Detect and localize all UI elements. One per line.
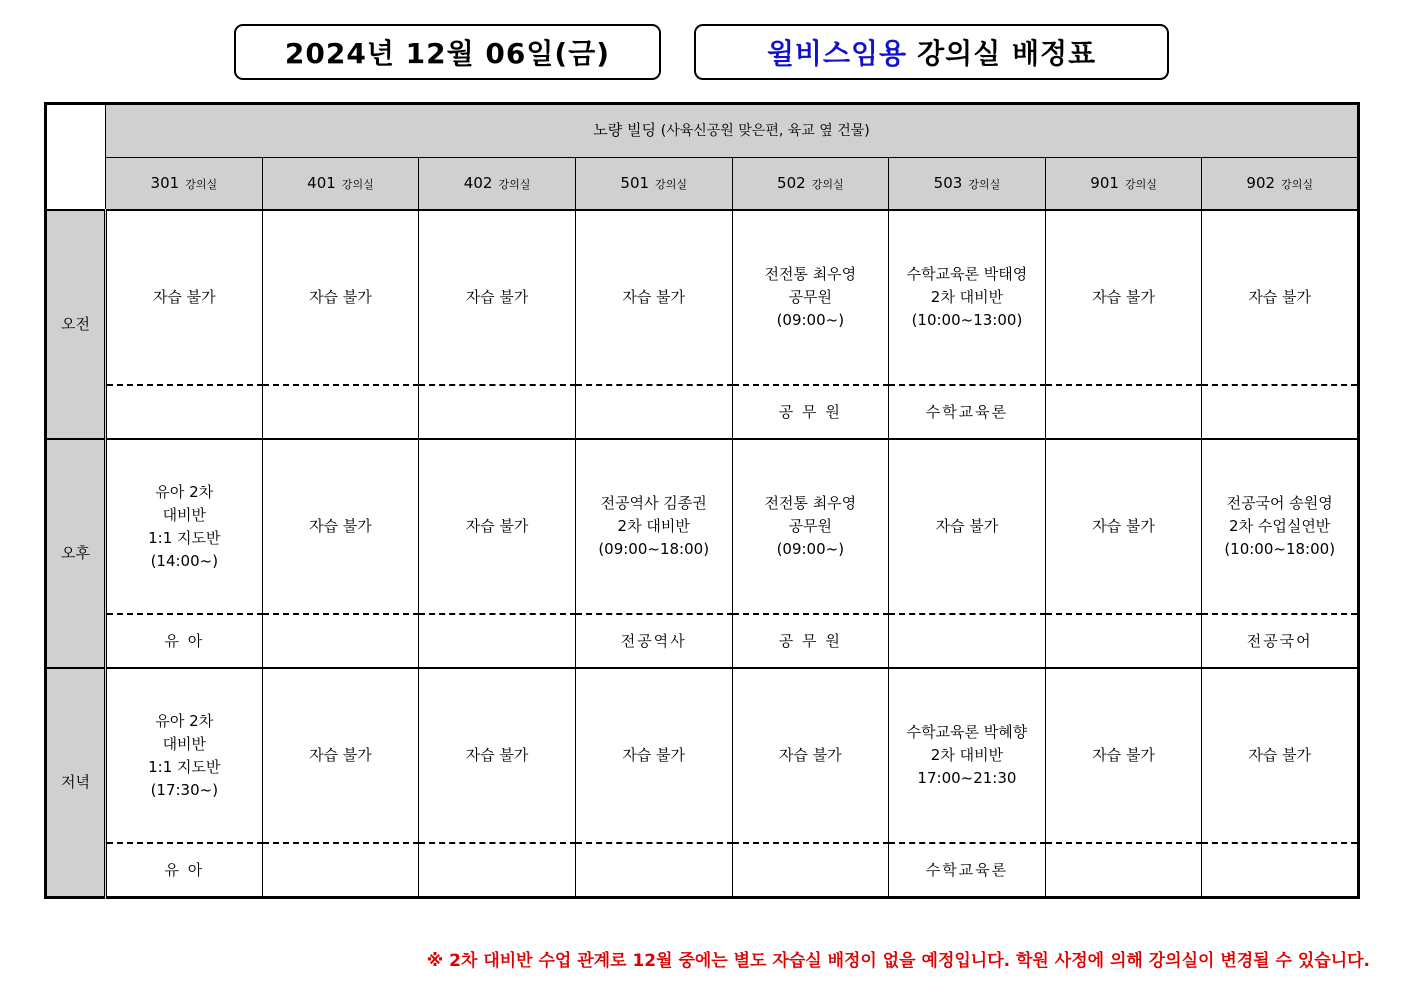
room-number: 901 — [1090, 173, 1119, 192]
building-header — [106, 104, 1359, 158]
schedule-cell-text: 수학교육론 박태영 2차 대비반 (10:00~13:00) — [906, 265, 1028, 329]
schedule-cell-text: 자습 불가 — [309, 746, 372, 764]
room-header — [732, 158, 889, 211]
subject-cell-text: 공 무 원 — [778, 402, 842, 421]
schedule-cell — [1202, 210, 1359, 385]
schedule-cell-text: 자습 불가 — [465, 746, 529, 764]
classroom-schedule-table — [44, 102, 1360, 899]
subject-cell — [419, 614, 576, 668]
subject-cell — [106, 385, 263, 439]
schedule-cell-text: 자습 불가 — [309, 288, 372, 306]
room-number: 501 — [620, 173, 650, 192]
room-number: 301 — [150, 173, 180, 192]
subject-cell — [262, 843, 419, 898]
subject-cell — [732, 385, 889, 439]
room-header — [1202, 158, 1359, 211]
schedule-cell — [106, 668, 263, 843]
schedule-cell — [419, 210, 576, 385]
room-header — [575, 158, 732, 211]
subject-cell — [1045, 843, 1202, 898]
subject-cell-text: 유 아 — [164, 631, 205, 650]
subject-cell-text: 수학교육론 — [925, 860, 1009, 879]
schedule-cell — [262, 668, 419, 843]
schedule-cell — [262, 439, 419, 614]
room-header — [889, 158, 1046, 211]
room-suffix: 강의실 — [498, 177, 531, 191]
corner-cell — [46, 104, 106, 211]
room-suffix: 강의실 — [1124, 177, 1157, 191]
schedule-cell-text: 자습 불가 — [1092, 746, 1155, 764]
subject-cell — [262, 614, 419, 668]
schedule-cell — [419, 439, 576, 614]
room-number: 502 — [777, 173, 806, 192]
period-label: 오후 — [46, 439, 106, 668]
subject-cell — [575, 385, 732, 439]
room-suffix: 강의실 — [655, 177, 687, 191]
schedule-cell — [1045, 210, 1202, 385]
building-name: 노량 빌딩 — [593, 121, 656, 139]
room-suffix: 강의실 — [185, 177, 218, 191]
room-suffix: 강의실 — [1281, 177, 1313, 191]
subject-cell-text: 유 아 — [164, 860, 205, 879]
subject-cell — [106, 614, 263, 668]
schedule-cell-text: 유아 2차 대비반 1:1 지도반 (17:30~) — [148, 711, 221, 799]
subject-cell — [419, 385, 576, 439]
schedule-cell — [106, 210, 263, 385]
schedule-cell — [575, 668, 732, 843]
schedule-cell — [575, 439, 732, 614]
room-suffix: 강의실 — [811, 177, 844, 191]
subject-cell-text: 수학교육론 — [925, 402, 1009, 421]
schedule-cell-text: 유아 2차 대비반 1:1 지도반 (14:00~) — [148, 482, 221, 570]
schedule-cell-text: 자습 불가 — [152, 288, 216, 306]
subject-cell — [106, 843, 263, 898]
schedule-cell-text: 자습 불가 — [1092, 288, 1155, 306]
subject-cell — [419, 843, 576, 898]
room-header — [262, 158, 419, 211]
schedule-cell — [575, 210, 732, 385]
date-text: 2024년 12월 06일(금) — [284, 37, 611, 70]
schedule-cell-text: 자습 불가 — [935, 517, 999, 535]
schedule-cell — [1202, 668, 1359, 843]
schedule-date — [234, 24, 661, 80]
schedule-cell-text: 전전통 최우영 공무원 (09:00~) — [764, 265, 857, 329]
schedule-cell-text: 자습 불가 — [465, 288, 529, 306]
room-number: 503 — [933, 173, 963, 192]
subject-cell — [1045, 614, 1202, 668]
period-label: 오전 — [46, 210, 106, 439]
schedule-cell-text: 전전통 최우영 공무원 (09:00~) — [764, 494, 857, 558]
schedule-cell — [732, 210, 889, 385]
schedule-cell-text: 수학교육론 박혜향 2차 대비반 17:00~21:30 — [906, 723, 1028, 787]
subject-cell — [262, 385, 419, 439]
subject-cell — [889, 614, 1046, 668]
schedule-cell — [732, 668, 889, 843]
subject-cell-text: 전공국어 — [1246, 631, 1313, 650]
schedule-cell — [1045, 439, 1202, 614]
room-number: 902 — [1246, 173, 1276, 192]
schedule-title — [694, 24, 1169, 80]
subject-cell — [1045, 385, 1202, 439]
schedule-cell-text: 자습 불가 — [622, 288, 686, 306]
schedule-cell-text: 자습 불가 — [1092, 517, 1155, 535]
subject-cell — [732, 614, 889, 668]
subject-cell-text: 공 무 원 — [778, 631, 842, 650]
subject-cell — [1202, 385, 1359, 439]
schedule-cell — [262, 210, 419, 385]
room-suffix: 강의실 — [968, 177, 1001, 191]
title-text: 강의실 배정표 — [917, 37, 1097, 70]
subject-cell — [1202, 614, 1359, 668]
schedule-cell — [419, 668, 576, 843]
schedule-cell-text: 자습 불가 — [309, 517, 372, 535]
subject-cell — [889, 843, 1046, 898]
subject-cell-text: 전공역사 — [620, 631, 687, 650]
schedule-cell — [1045, 668, 1202, 843]
brand-name: 윌비스임용 — [766, 37, 908, 70]
subject-cell — [732, 843, 889, 898]
room-header — [1045, 158, 1202, 211]
schedule-cell — [889, 210, 1046, 385]
room-number: 401 — [307, 173, 336, 192]
schedule-cell-text: 자습 불가 — [1248, 746, 1312, 764]
subject-cell — [575, 843, 732, 898]
schedule-cell-text: 전공국어 송원영 2차 수업실연반 (10:00~18:00) — [1224, 494, 1336, 558]
room-number: 402 — [463, 173, 493, 192]
schedule-cell-text: 자습 불가 — [1248, 288, 1312, 306]
schedule-cell — [889, 439, 1046, 614]
schedule-cell — [106, 439, 263, 614]
schedule-cell-text: 전공역사 김종권 2차 대비반 (09:00~18:00) — [598, 494, 710, 558]
room-header — [106, 158, 263, 211]
subject-cell — [575, 614, 732, 668]
schedule-cell — [732, 439, 889, 614]
period-label: 저녁 — [46, 668, 106, 898]
schedule-cell-text: 자습 불가 — [778, 746, 842, 764]
footer-note: ※ 2차 대비반 수업 관계로 12월 중에는 별도 자습실 배정이 없을 예정입니다. 학원 사정에 의해 강의실이 변경될 수 있습니다. — [426, 951, 1370, 971]
room-header — [419, 158, 576, 211]
room-suffix: 강의실 — [341, 177, 374, 191]
schedule-cell — [1202, 439, 1359, 614]
subject-cell — [889, 385, 1046, 439]
building-note: (사육신공원 맞은편, 육교 옆 건물) — [660, 123, 870, 139]
schedule-cell-text: 자습 불가 — [622, 746, 686, 764]
schedule-cell — [889, 668, 1046, 843]
schedule-cell-text: 자습 불가 — [465, 517, 529, 535]
subject-cell — [1202, 843, 1359, 898]
